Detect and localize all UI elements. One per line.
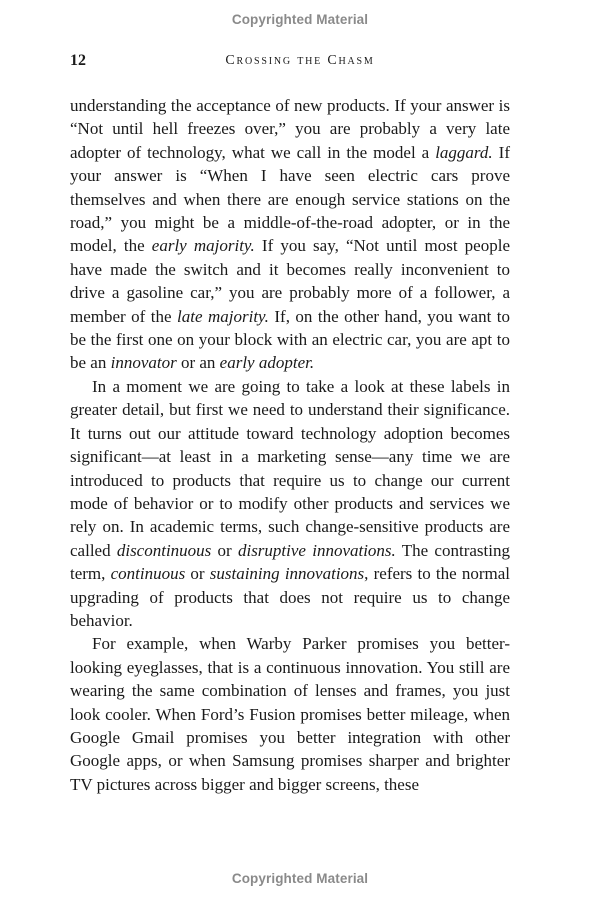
text-run: or xyxy=(211,540,238,560)
text-run: For example, when Warby Parker promises you better-looking eyeglasses, that is a continuous innovation. You still are wearing the same combination of lenses and frames, you just look cooler. When Ford’s Fusion promises better mileage, when Google Gmail promises you better integration with other Google apps, or when Samsung promises sharper and brighter TV pictures across bigger and bigger screens, these xyxy=(70,634,510,794)
italic-term: early majority. xyxy=(151,236,255,256)
text-run: If, on the other hand, you want to be the first one on your block with an electric car, you are apt to be an xyxy=(70,306,510,373)
running-head xyxy=(70,52,530,72)
paragraph xyxy=(70,375,510,632)
italic-term: laggard. xyxy=(435,142,493,162)
text-run: or an xyxy=(176,353,220,373)
italic-term: innovator xyxy=(110,353,177,373)
page-number: 12 xyxy=(70,52,86,69)
italic-term: late majority. xyxy=(177,306,269,326)
italic-term: discontinuous xyxy=(116,540,212,560)
body-text xyxy=(70,94,510,796)
italic-term: disruptive innovations. xyxy=(237,540,396,560)
text-run: or xyxy=(185,564,210,584)
italic-term: sustaining innovations xyxy=(209,564,365,584)
copyright-watermark-bottom: Copyrighted Material xyxy=(231,871,369,886)
italic-term: continuous xyxy=(110,564,186,584)
paragraph xyxy=(70,94,510,375)
text-run: In a moment we are going to take a look at these labels in greater detail, but first we need to understand their significance. It turns out our attitude toward technology adoption becomes significant—at least in a marketing sense—any time we are introduced to products that require us to change our current mode of behavior or to modify other products and services we rely on. In academic terms, such change-sensitive products are called xyxy=(70,376,510,560)
text-run: The contrasting term, xyxy=(70,540,510,584)
text-run: If your answer is “When I have seen electric cars prove themselves and when there are enough service stations on the road,” you might be a middle-of-the-road adopter, or in the model, the xyxy=(70,142,510,256)
book-title: Crossing the Chasm xyxy=(225,53,375,68)
copyright-watermark-top: Copyrighted Material xyxy=(231,12,369,27)
text-run: , refers to the normal upgrading of products that does not require us to change behavior. xyxy=(70,564,510,630)
text-run: If you say, “Not until most people have made the switch and it becomes really inconvenient to drive a gasoline car,” you are probably more of a follower, a member of the xyxy=(70,236,510,326)
italic-term: early adopter. xyxy=(219,353,315,373)
text-run: understanding the acceptance of new products. If your answer is “Not until hell freezes over,” you are probably a very late adopter of technology, what we call in the model a xyxy=(70,96,510,162)
paragraph xyxy=(70,632,510,796)
